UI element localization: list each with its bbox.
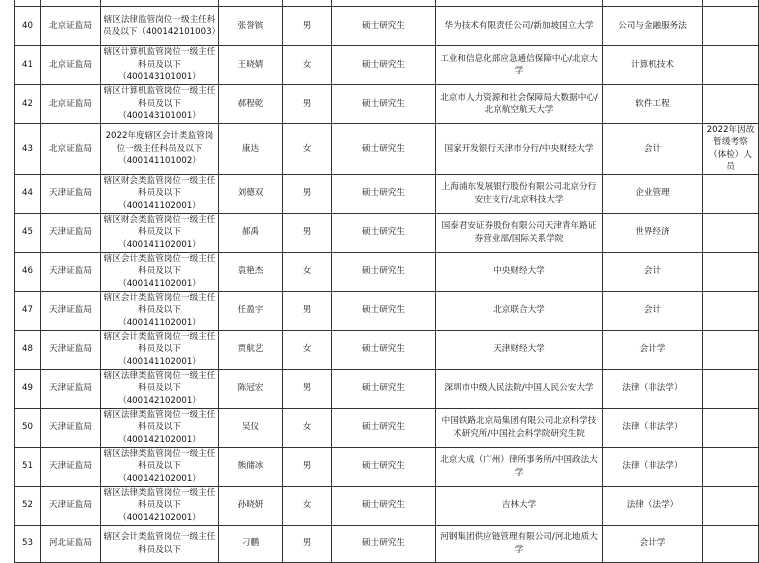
position-cell: 辖区法律类监管岗位一级主任科员及以下（400142102001） [101, 408, 219, 447]
candidate-table [14, 0, 759, 563]
experience-cell: 国泰君安证券股份有限公司天津青年路证券营业部/国际关系学院 [436, 213, 603, 252]
name-cell: 王晓婧 [219, 46, 283, 85]
note-cell [703, 46, 759, 85]
major-cell: 公司与金融服务法 [603, 7, 703, 46]
experience-cell: 河钢集团供应链管理有限公司/河北地质大学 [436, 525, 603, 562]
experience-cell: 北京联合大学 [436, 291, 603, 330]
bureau-cell: 河北证监局 [41, 525, 101, 562]
gender-cell: 女 [283, 124, 332, 175]
row-number-cell: 43 [15, 124, 41, 175]
major-cell: 企业管理 [603, 174, 703, 213]
bureau-cell: 天津证监局 [41, 291, 101, 330]
table-row [15, 408, 759, 447]
position-cell: 辖区财会类监管岗位一级主任科员及以下（400141102001） [101, 174, 219, 213]
name-cell: 张誉镔 [219, 7, 283, 46]
experience-cell: 中央财经大学 [436, 252, 603, 291]
name-cell: 袁艳杰 [219, 252, 283, 291]
degree-cell: 硕士研究生 [332, 330, 436, 369]
note-cell [703, 252, 759, 291]
position-cell: 2022年度辖区会计类监管岗位一级主任科员及以下（400141101002） [101, 124, 219, 175]
name-cell: 熊储冰 [219, 447, 283, 486]
degree-cell: 硕士研究生 [332, 408, 436, 447]
bureau-cell: 天津证监局 [41, 408, 101, 447]
major-cell: 法律（法学） [603, 486, 703, 525]
major-cell: 会计 [603, 291, 703, 330]
major-cell: 会计 [603, 252, 703, 291]
degree-cell: 硕士研究生 [332, 174, 436, 213]
position-cell: 辖区会计类监管岗位一级主任科员及以下（400141102001） [101, 252, 219, 291]
experience-cell: 国家开发银行天津市分行/中央财经大学 [436, 124, 603, 175]
gender-cell: 女 [283, 408, 332, 447]
gender-cell: 男 [283, 291, 332, 330]
row-number-cell: 47 [15, 291, 41, 330]
row-number-cell: 49 [15, 369, 41, 408]
note-cell [703, 85, 759, 124]
name-cell: 吴仪 [219, 408, 283, 447]
position-cell: 辖区法律类监管岗位一级主任科员及以下（400142102001） [101, 369, 219, 408]
table-row [15, 330, 759, 369]
row-number-cell: 45 [15, 213, 41, 252]
note-cell [703, 525, 759, 562]
table-row [15, 525, 759, 562]
experience-cell: 吉林大学 [436, 486, 603, 525]
note-cell [703, 369, 759, 408]
gender-cell: 女 [283, 252, 332, 291]
degree-cell: 硕士研究生 [332, 124, 436, 175]
bureau-cell: 北京证监局 [41, 46, 101, 85]
name-cell: 郝禹 [219, 213, 283, 252]
bureau-cell: 天津证监局 [41, 447, 101, 486]
position-cell: 辖区计算机监管岗位一级主任科员及以下（400143101001） [101, 46, 219, 85]
position-cell: 辖区计算机监管岗位一级主任科员及以下（400143101001） [101, 85, 219, 124]
degree-cell: 硕士研究生 [332, 213, 436, 252]
gender-cell: 女 [283, 330, 332, 369]
position-cell: 辖区法律类监管岗位一级主任科员及以下（400142102001） [101, 486, 219, 525]
bureau-cell: 天津证监局 [41, 330, 101, 369]
major-cell: 计算机技术 [603, 46, 703, 85]
table-row [15, 291, 759, 330]
degree-cell: 硕士研究生 [332, 447, 436, 486]
bureau-cell: 北京证监局 [41, 7, 101, 46]
table-row [15, 85, 759, 124]
note-cell [703, 291, 759, 330]
major-cell: 世界经济 [603, 213, 703, 252]
gender-cell: 男 [283, 85, 332, 124]
position-cell: 辖区财会类监管岗位一级主任科员及以下（400141102001） [101, 213, 219, 252]
degree-cell: 硕士研究生 [332, 85, 436, 124]
gender-cell: 男 [283, 447, 332, 486]
bureau-cell: 北京证监局 [41, 85, 101, 124]
bureau-cell: 天津证监局 [41, 252, 101, 291]
name-cell: 刁鹏 [219, 525, 283, 562]
table-row [15, 174, 759, 213]
note-cell [703, 330, 759, 369]
degree-cell: 硕士研究生 [332, 7, 436, 46]
experience-cell: 天津财经大学 [436, 330, 603, 369]
gender-cell: 男 [283, 213, 332, 252]
table-row [15, 124, 759, 175]
experience-cell: 工业和信息化部应急通信保障中心/北京大学 [436, 46, 603, 85]
note-cell [703, 7, 759, 46]
table-row [15, 447, 759, 486]
bureau-cell: 天津证监局 [41, 486, 101, 525]
experience-cell: 深圳市中级人民法院/中国人民公安大学 [436, 369, 603, 408]
row-number-cell: 44 [15, 174, 41, 213]
row-number-cell: 53 [15, 525, 41, 562]
experience-cell: 北京市人力资源和社会保障局大数据中心/北京航空航天大学 [436, 85, 603, 124]
experience-cell: 上海浦东发展银行股份有限公司北京分行安庄支行/北京科技大学 [436, 174, 603, 213]
name-cell: 贾航艺 [219, 330, 283, 369]
experience-cell: 中国铁路北京局集团有限公司北京科学技术研究所/中国社会科学院研究生院 [436, 408, 603, 447]
table-row [15, 46, 759, 85]
major-cell: 软件工程 [603, 85, 703, 124]
row-number-cell: 52 [15, 486, 41, 525]
major-cell: 会计学 [603, 525, 703, 562]
degree-cell: 硕士研究生 [332, 291, 436, 330]
table-row [15, 486, 759, 525]
bureau-cell: 天津证监局 [41, 174, 101, 213]
name-cell: 任盈宇 [219, 291, 283, 330]
gender-cell: 男 [283, 174, 332, 213]
position-cell: 辖区法律监管岗位一级主任科员及以下（400142101003） [101, 7, 219, 46]
note-cell [703, 174, 759, 213]
gender-cell: 女 [283, 46, 332, 85]
degree-cell: 硕士研究生 [332, 525, 436, 562]
note-cell [703, 486, 759, 525]
degree-cell: 硕士研究生 [332, 369, 436, 408]
position-cell: 辖区会计类监管岗位一级主任科员及以下（400141102001） [101, 291, 219, 330]
major-cell: 法律（非法学） [603, 447, 703, 486]
bureau-cell: 天津证监局 [41, 213, 101, 252]
major-cell: 法律（非法学） [603, 369, 703, 408]
name-cell: 陈冠宏 [219, 369, 283, 408]
position-cell: 辖区会计类监管岗位一级主任科员及以下 [101, 525, 219, 562]
row-number-cell: 42 [15, 85, 41, 124]
name-cell: 郝程乾 [219, 85, 283, 124]
gender-cell: 男 [283, 369, 332, 408]
table-row [15, 213, 759, 252]
row-number-cell: 46 [15, 252, 41, 291]
position-cell: 辖区法律类监管岗位一级主任科员及以下（400142102001） [101, 447, 219, 486]
row-number-cell: 40 [15, 7, 41, 46]
degree-cell: 硕士研究生 [332, 252, 436, 291]
bureau-cell: 北京证监局 [41, 124, 101, 175]
gender-cell: 男 [283, 525, 332, 562]
row-number-cell: 41 [15, 46, 41, 85]
name-cell: 刘德双 [219, 174, 283, 213]
degree-cell: 硕士研究生 [332, 486, 436, 525]
table-row [15, 7, 759, 46]
table-row [15, 252, 759, 291]
table-row [15, 369, 759, 408]
gender-cell: 男 [283, 7, 332, 46]
position-cell: 辖区会计类监管岗位一级主任科员及以下（400141102001） [101, 330, 219, 369]
gender-cell: 女 [283, 486, 332, 525]
note-cell [703, 213, 759, 252]
name-cell: 康达 [219, 124, 283, 175]
name-cell: 孙晓妍 [219, 486, 283, 525]
experience-cell: 华为技术有限责任公司/新加坡国立大学 [436, 7, 603, 46]
bureau-cell: 天津证监局 [41, 369, 101, 408]
note-cell: 2022年因故暂缓考察（体检）人员 [703, 124, 759, 175]
row-number-cell: 50 [15, 408, 41, 447]
row-number-cell: 51 [15, 447, 41, 486]
major-cell: 法律（非法学） [603, 408, 703, 447]
major-cell: 会计 [603, 124, 703, 175]
major-cell: 会计学 [603, 330, 703, 369]
row-number-cell: 48 [15, 330, 41, 369]
experience-cell: 北京大成（广州）律所事务所/中国政法大学 [436, 447, 603, 486]
note-cell [703, 408, 759, 447]
degree-cell: 硕士研究生 [332, 46, 436, 85]
note-cell [703, 447, 759, 486]
